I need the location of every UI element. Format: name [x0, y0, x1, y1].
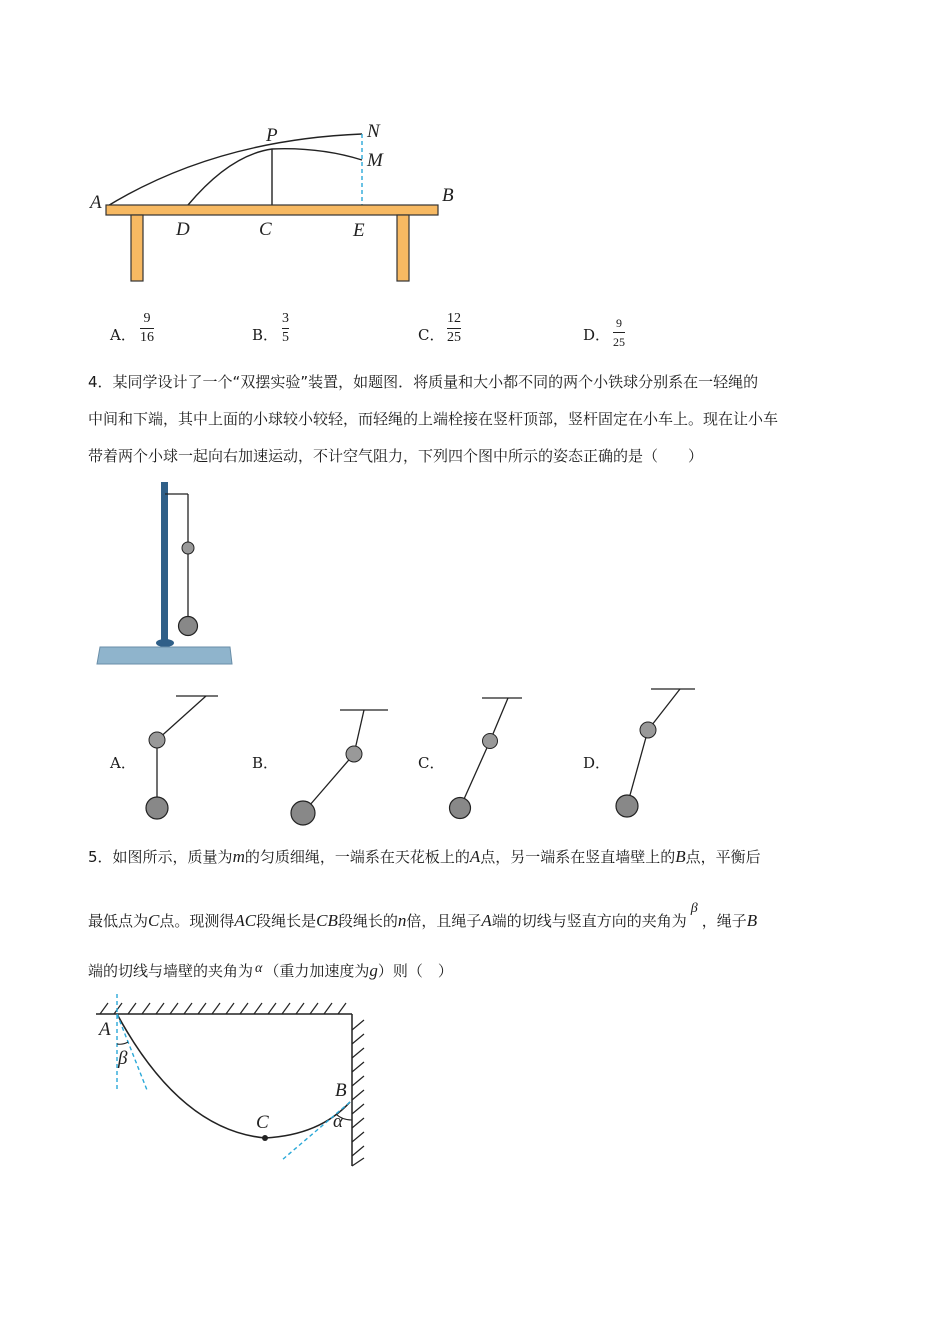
- q5-label-B: B: [335, 1080, 347, 1101]
- label-B: B: [442, 185, 454, 206]
- label-E: E: [353, 220, 365, 241]
- q5-line-3: 端的切线与墙壁的夹角为 α （重力加速度为g）则（ ）: [88, 961, 453, 980]
- label-N: N: [367, 121, 380, 142]
- q4-number: 4．: [88, 373, 113, 391]
- q5-label-C: C: [256, 1112, 269, 1133]
- label-P: P: [266, 125, 278, 146]
- q3-option-b-letter[interactable]: B．: [252, 326, 279, 344]
- q3-option-c-letter[interactable]: C．: [418, 326, 445, 344]
- q5-label-beta: β: [118, 1048, 128, 1069]
- q3-option-a-fraction: 9 16: [140, 311, 154, 345]
- label-C: C: [259, 219, 272, 240]
- q3-option-a-letter[interactable]: A．: [110, 326, 136, 344]
- q3-option-b-fraction: 3 5: [282, 311, 289, 345]
- label-M: M: [367, 150, 383, 171]
- q4-text: 4．某同学设计了一个“双摆实验”装置，如题图．将质量和大小都不同的两个小铁球分别系在一轻绳的 中间和下端，其中上面的小球较小较轻，而轻绳的上端栓接在竖杆顶部，竖杆固定在小车上。现在让小车 带着两个小球一起向右加速运动，不计空气阻力，下列四个图中所示的姿态正确的是（ ）: [88, 373, 779, 465]
- q4-option-d[interactable]: D．: [583, 754, 611, 772]
- q5-label-alpha: α: [333, 1111, 343, 1132]
- q4-option-c[interactable]: C．: [418, 754, 445, 772]
- q5-line-2: 最低点为C点。现测得AC段绳长是CB段绳长的n倍，且绳子A端的切线与竖直方向的夹角为β，绳子B: [88, 901, 758, 930]
- q4-option-a[interactable]: A．: [110, 754, 136, 772]
- q4-option-b[interactable]: B．: [252, 754, 279, 772]
- q3-option-d-letter[interactable]: D．: [583, 326, 611, 344]
- q5-label-A: A: [99, 1019, 111, 1040]
- label-D: D: [176, 219, 190, 240]
- q3-option-d-fraction: 9 25: [613, 316, 625, 349]
- q5-line-1: 5．如图所示，质量为m的匀质细绳，一端系在天花板上的A点，另一端系在竖直墙壁上的B点，平衡后: [88, 847, 761, 866]
- q3-option-c-fraction: 12 25: [447, 311, 461, 345]
- label-A: A: [90, 192, 102, 213]
